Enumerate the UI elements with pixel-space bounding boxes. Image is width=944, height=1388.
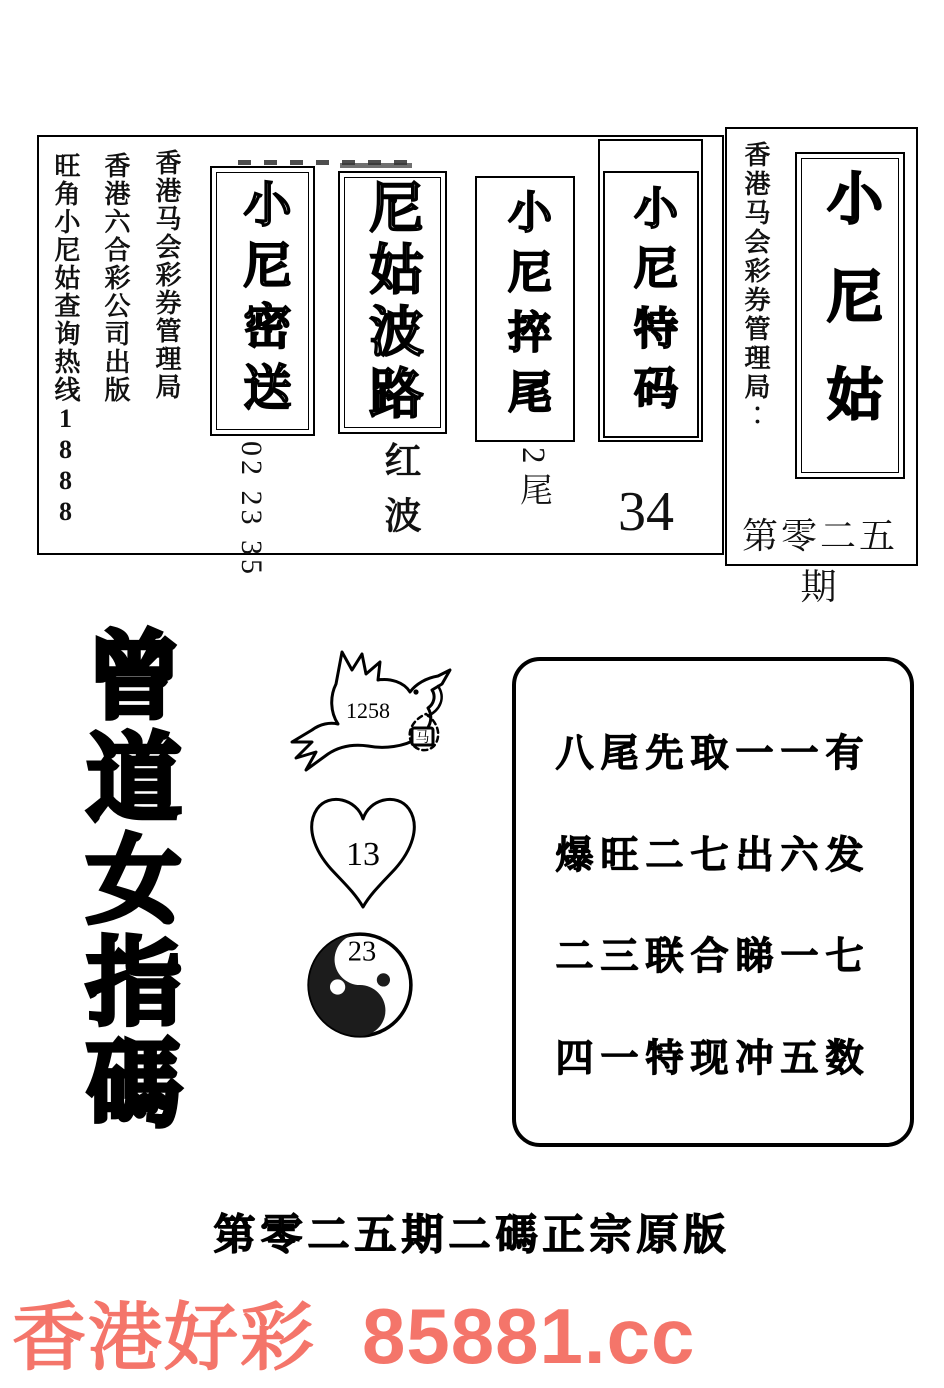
panel-bolu-box: [338, 171, 447, 434]
masthead-vertical: 曾道女指碼: [73, 626, 179, 1136]
dove-number: 1258: [346, 698, 390, 723]
panel-zuowei-value: 2尾: [515, 447, 551, 515]
heart-number: 13: [346, 836, 380, 873]
pendant-label: 马: [415, 731, 430, 746]
heart-icon: [303, 789, 423, 913]
panel-bolu-title: 尼姑波路: [362, 178, 422, 427]
yinyang-white-dot: [330, 979, 345, 994]
issue-label: 第零二五期: [741, 516, 898, 607]
footer-site-text: 85881.cc: [362, 1292, 696, 1380]
panel-misong-value: 02 23 35: [235, 441, 268, 578]
masthead-box: [795, 152, 905, 479]
print-smudge-artifact: [340, 163, 412, 168]
panel-zuowei-box: [475, 176, 575, 442]
footer-brand-text: 香港好彩: [12, 1296, 316, 1379]
yinyang-dark-dot: [377, 973, 390, 986]
hotline-column: 旺角小尼姑查询热线1888: [51, 152, 80, 528]
verse-line-1: 八尾先取一一有: [555, 732, 871, 775]
masthead-title: 小尼姑: [819, 168, 881, 463]
yinyang-number: 23: [347, 936, 377, 968]
verse-line-4: 四一特现冲五数: [555, 1038, 871, 1081]
verse-line-2: 爆旺二七出六发: [555, 834, 871, 877]
yinyang-icon: [303, 928, 417, 1042]
verse-box: [512, 657, 914, 1147]
panel-tema-box: [603, 171, 699, 438]
panel-zuowei-title: 小尼捽尾: [501, 189, 550, 429]
dove-eye: [413, 689, 418, 694]
verse-line-3: 二三联合睇一七: [555, 936, 871, 979]
panel-misong-box: [210, 166, 315, 436]
publisher-column: 香港六合彩公司出版: [101, 152, 130, 404]
dove-icon: [276, 648, 454, 798]
authority-column-left: 香港马会彩券管理局: [152, 149, 181, 401]
panel-tema-title: 小尼特码: [627, 184, 676, 425]
panel-bolu-value: 红波: [378, 441, 419, 551]
authority-column-right: 香港马会彩券管理局︰: [741, 141, 770, 431]
edition-line: 第零二五期二碼正宗原版: [213, 1213, 731, 1259]
panel-misong-title: 小尼密送: [236, 179, 289, 423]
footer: [12, 1292, 696, 1380]
panel-tema-value: 34: [618, 481, 674, 543]
